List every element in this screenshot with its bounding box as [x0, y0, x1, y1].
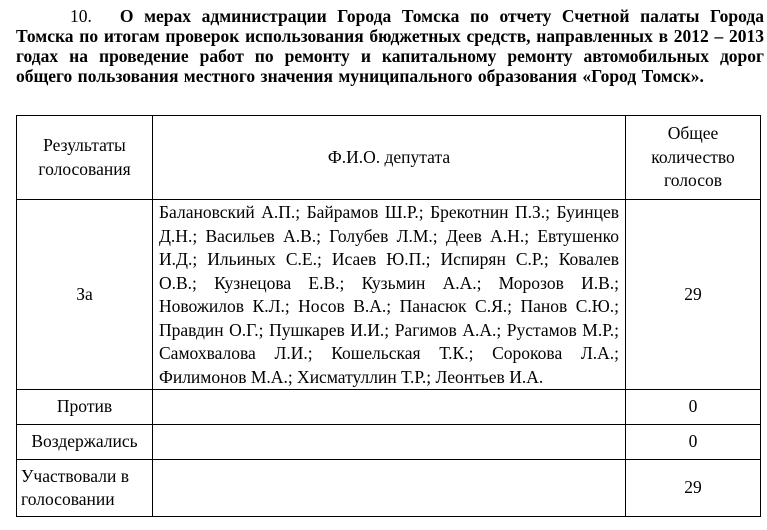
- voting-results-table: [16, 115, 761, 517]
- row-label-for: За: [17, 200, 153, 390]
- header-total: Общее количество голосов: [626, 116, 761, 200]
- row-names-against: [153, 390, 626, 425]
- row-names-abstained: [153, 425, 626, 460]
- header-results: Результаты голосования: [17, 116, 153, 200]
- row-label-against: Против: [17, 390, 153, 425]
- agenda-item-heading: [16, 6, 764, 86]
- row-count-against: 0: [626, 390, 761, 425]
- table-header-row: [17, 116, 761, 200]
- table-row: [17, 425, 761, 460]
- agenda-item-title: О мерах администрации Города Томска по отчету Счетной палаты Города Томска по итогам проверок использования бюджетных средств, направленных в 2012 – 2013 годах на проведение работ по ремонту и капитальному ремонту автомобильных дорог общего пользования местного значения муниципального образования «Город Томск».: [16, 6, 764, 86]
- table-row: [17, 390, 761, 425]
- row-names-for: Балановский А.П.; Байрамов Ш.Р.; Брекотнин П.З.; Буинцев Д.Н.; Васильев А.В.; Голубев Л.М.; Деев А.Н.; Евтушенко И.Д.; Ильиных С.Е.; Исаев Ю.П.; Испирян С.Р.; Ковалев О.В.; Кузнецова Е.В.; Кузьмин А.А.; Морозов И.В.; Новожилов К.Л.; Носов В.А.; Панасюк С.Я.; Панов С.Ю.; Правдин О.Г.; Пушкарев И.И.; Рагимов А.А.; Рустамов М.Р.; Самохвалова Л.И.; Кошельская Т.К.; Сорокова Л.А.; Филимонов М.А.; Хисматуллин Т.Р.; Леонтьев И.А.: [153, 200, 626, 390]
- row-count-for: 29: [626, 200, 761, 390]
- table-row: [17, 460, 761, 517]
- row-label-participated: Участвовали в голосовании: [17, 460, 153, 517]
- row-count-abstained: 0: [626, 425, 761, 460]
- row-label-abstained: Воздержались: [17, 425, 153, 460]
- header-deputies: Ф.И.О. депутата: [153, 116, 626, 200]
- row-count-participated: 29: [626, 460, 761, 517]
- table-row: [17, 200, 761, 390]
- row-names-participated: [153, 460, 626, 517]
- agenda-item-number: 10.: [70, 6, 92, 26]
